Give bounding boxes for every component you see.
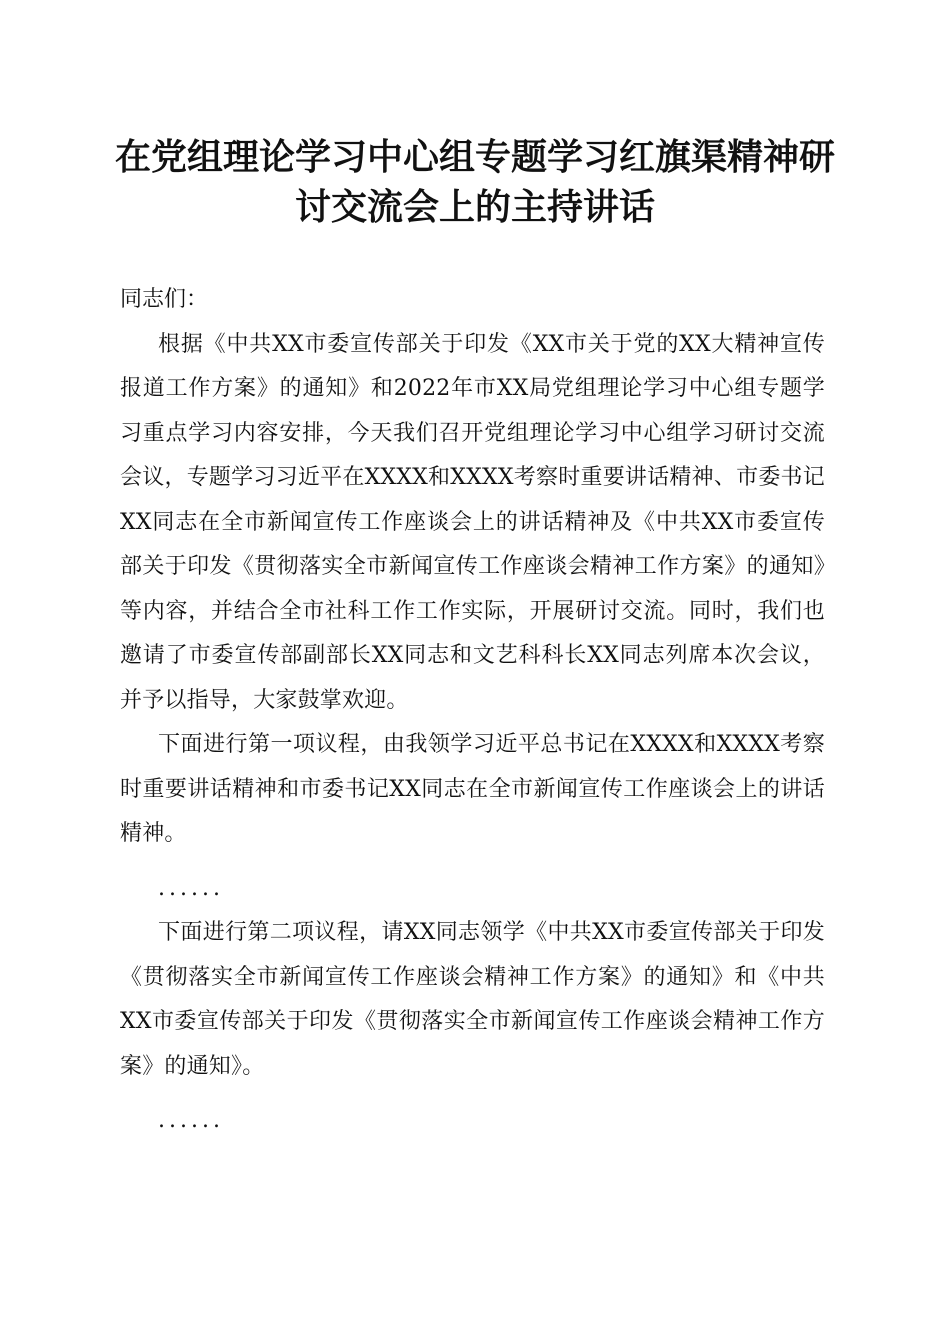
ellipsis-1: ...... [158, 875, 224, 901]
paragraph-agenda-2: 下面进行第二项议程，请XX同志领学《中共XX市委宣传部关于印发《贯彻落实全市新闻宣传工作座谈会精神工作方案》的通知》和《中共XX市委宣传部关于印发《贯彻落实全市新闻宣传工作座谈会精神工作方案》的通知》。 [120, 920, 825, 1079]
salutation: 同志们： [120, 287, 209, 312]
document-body [120, 278, 825, 1144]
ellipsis-2: ...... [158, 1108, 224, 1133]
document-title: 在党组理论学习中心组专题学习红旗渠精神研讨交流会上的主持讲话 [114, 136, 835, 228]
paragraph-opening: 根据《中共XX市委宣传部关于印发《XX市关于党的XX大精神宣传报道工作方案》的通知》和2022年市XX局党组理论学习中心组专题学习重点学习内容安排，今天我们召开党组理论学习中心组学习研讨交流会议，专题学习习近平在XXXX和XXXX考察时重要讲话精神、市委书记XX同志在全市新闻宣传工作座谈会上的讲话精神及《中共XX市委宣传部关于印发《贯彻落实全市新闻宣传工作座谈会精神工作方案》的通知》等内容，并结合全市社科工作工作实际，开展研讨交流。同时，我们也邀请了市委宣传部副部长XX同志和文艺科科长XX同志列席本次会议，并予以指导，大家鼓掌欢迎。 [120, 331, 825, 713]
paragraph-agenda-1: 下面进行第一项议程，由我领学习近平总书记在XXXX和XXXX考察时重要讲话精神和市委书记XX同志在全市新闻宣传工作座谈会上的讲话精神。 [120, 732, 825, 846]
